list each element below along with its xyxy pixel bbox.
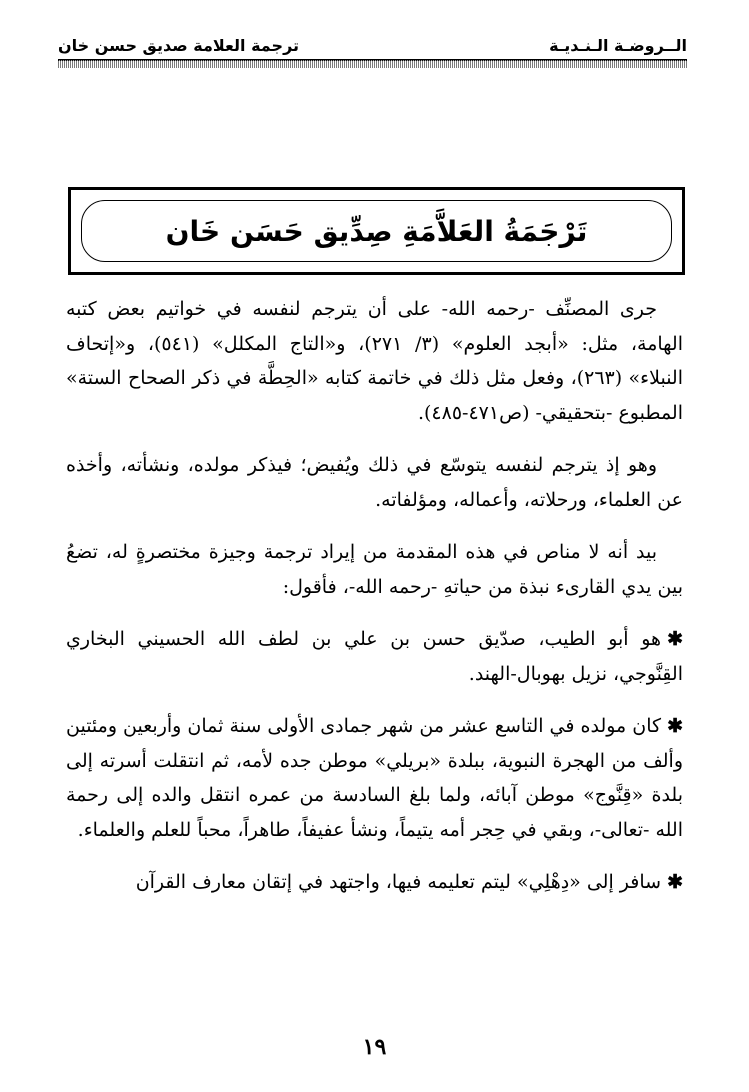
bullet-paragraph bbox=[66, 709, 683, 847]
running-header bbox=[58, 30, 687, 60]
bullet-paragraph bbox=[66, 865, 683, 900]
section-title: ترجمة العلامة صديق حسن خان bbox=[58, 35, 300, 55]
body-text bbox=[66, 292, 683, 918]
paragraph bbox=[66, 448, 683, 517]
star-bullet-icon: ✱ bbox=[667, 628, 683, 650]
paragraph-text: كان مولده في التاسع عشر من شهر جمادى الأولى سنة ثمان وأربعين ومئتين وألف من الهجرة النبوية، ببلدة «بريلي» موطن جده لأمه، ثم انتقلت أسرته إلى بلدة «قِنَّوج» موطن آبائه، ولما بلغ السادسة من عمره انتقل والده إلى رحمة الله -تعالى-، وبقي في حِجر أمه يتيماً، ونشأ عفيفاً، طاهراً، محباً للعلم والعلماء. bbox=[66, 715, 683, 841]
chapter-title: تَرْجَمَةُ العَلاَّمَةِ صِدِّيق حَسَن خَان bbox=[165, 214, 588, 248]
paragraph-text: وهو إذ يترجم لنفسه يتوسّع في ذلك ويُفيض؛ فيذكر مولده، ونشأته، وأخذه عن العلماء، ورحلاته، وأعماله، ومؤلفاته. bbox=[66, 454, 683, 511]
star-bullet-icon: ✱ bbox=[667, 715, 683, 737]
paragraph-text: جرى المصنِّف -رحمه الله- على أن يترجم لنفسه في خواتيم بعض كتبه الهامة، مثل: «أبجد العلوم» (٣/ ٢٧١)، و«التاج المكلل» (٥٤١)، و«إتحاف النبلاء» (٢٦٣)، وفعل مثل ذلك في خاتمة كتابه «الحِطَّة في ذكر الصحاح الستة» المطبوع -بتحقيقي- (ص٤٧١-٤٨٥). bbox=[66, 298, 683, 424]
paragraph-text: بيد أنه لا مناص في هذه المقدمة من إيراد ترجمة وجيزة مختصرةٍ له، تضعُ بين يدي القارىء نبذة من حياتهِ -رحمه الله-، فأقول: bbox=[66, 541, 683, 598]
book-title: الــروضـة الـنـديـة bbox=[549, 35, 687, 55]
paragraph-text: هو أبو الطيب، صدّيق حسن بن علي بن لطف الله الحسيني البخاري القِنَّوجي، نزيل بهوبال-الهند. bbox=[66, 628, 683, 685]
bullet-paragraph bbox=[66, 622, 683, 691]
page-number: ١٩ bbox=[362, 1034, 387, 1060]
paragraph bbox=[66, 292, 683, 430]
star-bullet-icon: ✱ bbox=[667, 871, 683, 893]
paragraph bbox=[66, 535, 683, 604]
paragraph-text: سافر إلى «دِهْلِي» ليتم تعليمه فيها، واجتهد في إتقان معارف القرآن bbox=[135, 871, 662, 893]
chapter-title-inner-frame bbox=[81, 200, 672, 262]
header-divider-texture bbox=[58, 60, 687, 68]
chapter-title-frame bbox=[68, 187, 685, 275]
